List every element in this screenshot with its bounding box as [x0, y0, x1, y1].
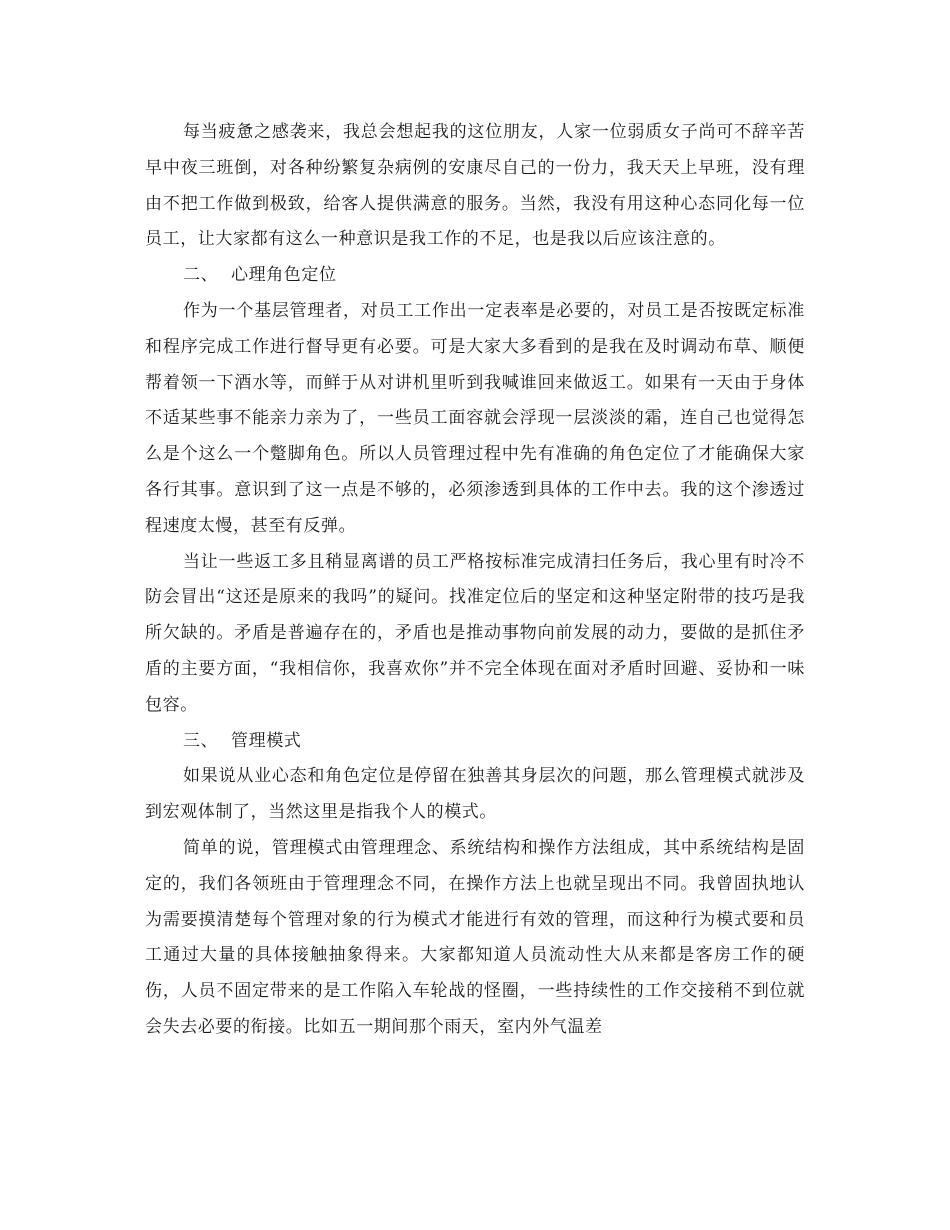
section-title: 心理角色定位 — [231, 265, 337, 286]
document-page — [145, 115, 805, 1046]
paragraph-1: 每当疲惫之感袭来，我总会想起我的这位朋友，人家一位弱质女子尚可不辞辛苦早中夜三班倒，对各种纷繁复杂病例的安康尽自己的一份力，我天天上早班，没有理由不把工作做到极致，给客人提供满意的服务。当然，我没有用这种心态同化每一位员工，让大家都有这么一种意识是我工作的不足，也是我以后应该注意的。 — [145, 122, 805, 250]
paragraph-5: 简单的说，管理模式由管理理念、系统结构和操作方法组成，其中系统结构是固定的，我们各领班由于管理理念不同，在操作方法上也就呈现出不同。我曾固执地认为需要摸清楚每个管理对象的行为模式才能进行有效的管理，而这种行为模式要和员工通过大量的具体接触抽象得来。大家都知道人员流动性大从来都是客房工作的硬伤，人员不固定带来的是工作陷入车轮战的怪圈，一些持续性的工作交接稍不到位就会失去必要的衔接。比如五一期间那个雨天，室内外气温差 — [145, 837, 805, 1037]
paragraph-2: 作为一个基层管理者，对员工工作出一定表率是必要的，对员工是否按既定标准和程序完成工作进行督导更有必要。可是大家大多看到的是我在及时调动布草、顺便帮着领一下酒水等，而鲜于从对讲机里听到我喊谁回来做返工。如果有一天由于身体不适某些事不能亲力亲为了，一些员工面容就会浮现一层淡淡的霜，连自己也觉得怎么是个这么一个蹩脚角色。所以人员管理过程中先有准确的角色定位了才能确保大家各行其事。意识到了这一点是不够的，必须渗透到具体的工作中去。我的这个渗透过程速度太慢，甚至有反弹。 — [145, 300, 805, 536]
section-number: 三、 — [183, 730, 219, 751]
section-heading-3 — [145, 724, 805, 760]
section-title: 管理模式 — [231, 730, 302, 751]
section-heading-2 — [145, 258, 805, 294]
section-number: 二、 — [183, 265, 219, 286]
paragraph-4: 如果说从业心态和角色定位是停留在独善其身层次的问题，那么管理模式就涉及到宏观体制了，当然这里是指我个人的模式。 — [145, 766, 805, 823]
paragraph-3: 当让一些返工多且稍显离谱的员工严格按标准完成清扫任务后，我心里有时冷不防会冒出“这还是原来的我吗”的疑问。找准定位后的坚定和这种坚定附带的技巧是我所欠缺的。矛盾是普遍存在的，矛盾也是推动事物向前发展的动力，要做的是抓住矛盾的主要方面，“我相信你，我喜欢你”并不完全体现在面对矛盾时回避、妥协和一味包容。 — [145, 551, 805, 715]
